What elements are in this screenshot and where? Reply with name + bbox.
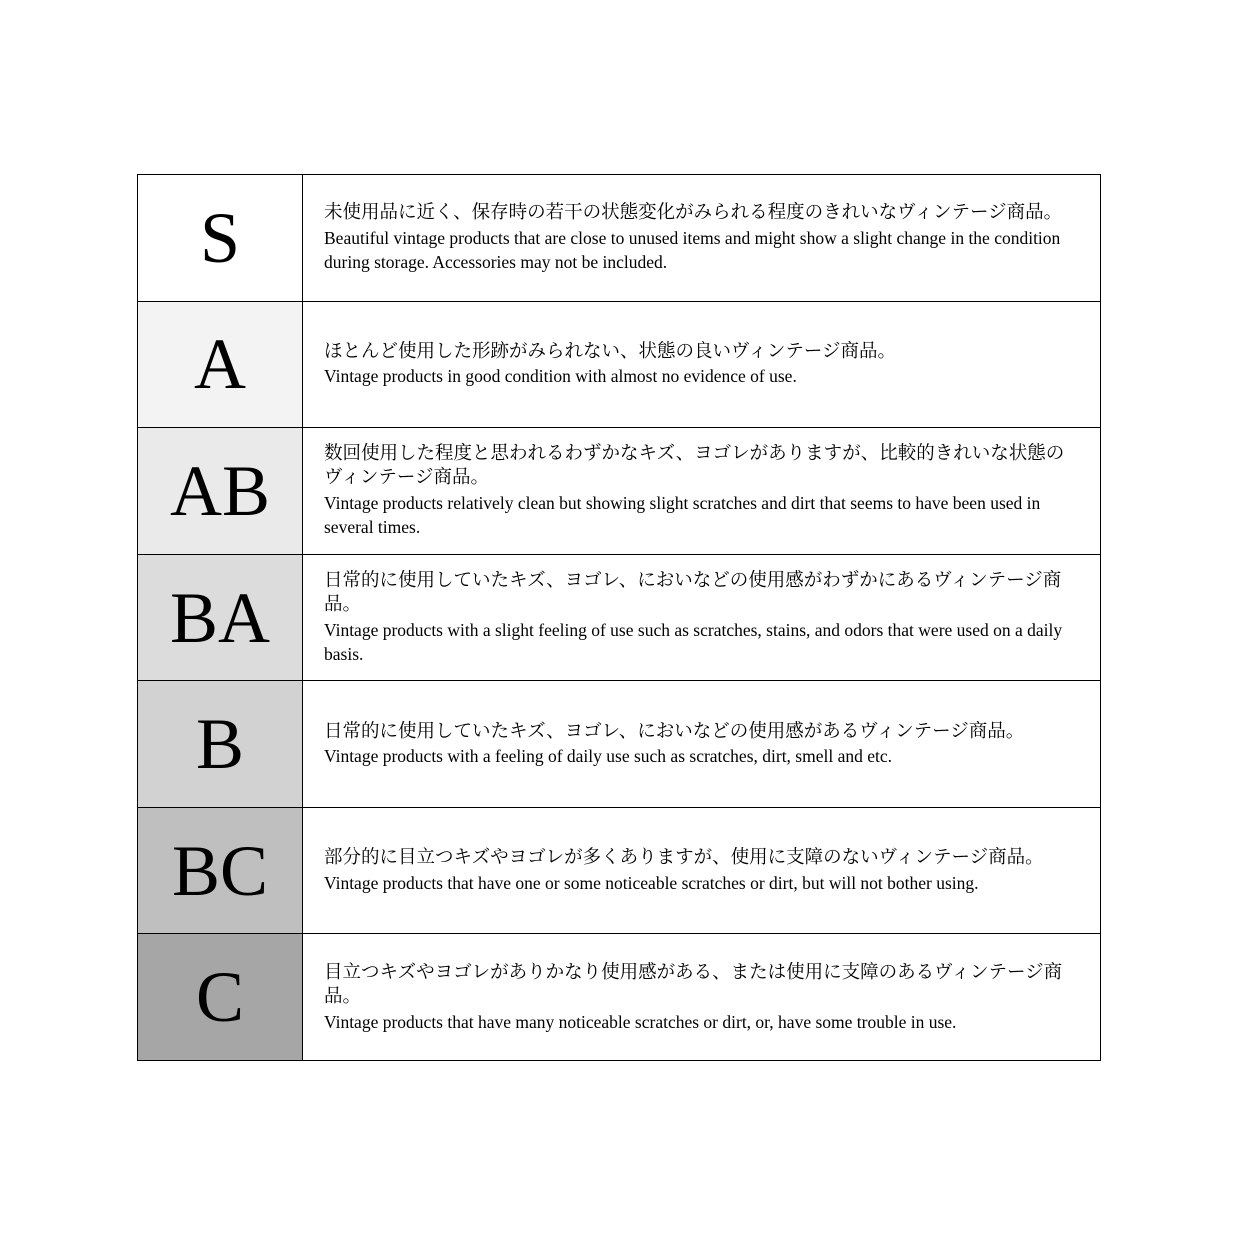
description-japanese: ほとんど使用した形跡がみられない、状態の良いヴィンテージ商品。 [324,341,897,362]
grade-cell [138,808,303,934]
table-row-b [138,681,1100,808]
description-japanese: 数回使用した程度と思われるわずかなキズ、ヨゴレがありますが、比較的きれいな状態のヴィンテージ商品。 [324,443,1065,489]
description-cell [303,808,1100,934]
description-english: Vintage products that have one or some noticeable scratches or dirt, but will not bother using. [324,872,979,893]
grade-cell [138,681,303,807]
table-row-c [138,934,1100,1060]
grade-label: BA [169,577,271,658]
description-cell [303,555,1100,681]
grade-cell [138,934,303,1060]
grade-table [137,174,1101,1061]
grade-label: A [194,324,246,405]
grade-label: B [195,704,245,785]
description-japanese: 日常的に使用していたキズ、ヨゴレ、においなどの使用感がわずかにあるヴィンテージ商品。 [324,570,1062,616]
description-cell [303,681,1100,807]
table-row-ab [138,428,1100,555]
grade-label: S [199,197,241,278]
description-cell [303,428,1100,554]
description-japanese: 目立つキズやヨゴレがありかなり使用感がある、または使用に支障のあるヴィンテージ商品。 [324,962,1063,1007]
grade-label: BC [171,830,269,911]
description-japanese: 部分的に目立つキズやヨゴレが多くありますが、使用に支障のないヴィンテージ商品。 [324,848,1044,869]
table-row-bc [138,808,1100,935]
grade-cell [138,428,303,554]
description-japanese: 未使用品に近く、保存時の若干の状態変化がみられる程度のきれいなヴィンテージ商品。 [324,203,1063,224]
grade-cell [138,302,303,428]
description-japanese: 日常的に使用していたキズ、ヨゴレ、においなどの使用感があるヴィンテージ商品。 [324,721,1025,742]
grade-cell [138,555,303,681]
grade-cell [138,175,303,301]
description-cell [303,175,1100,301]
table-row-a [138,302,1100,429]
description-english: Vintage products in good condition with almost no evidence of use. [324,366,797,387]
table-row-ba [138,555,1100,682]
grade-label: C [195,957,245,1038]
description-cell [303,934,1100,1060]
table-row-s [138,175,1100,302]
description-english: Vintage products relatively clean but showing slight scratches and dirt that seems to have been used in several times. [324,492,1041,538]
description-english: Beautiful vintage products that are close to unused items and might show a slight change in the condition during storage. Accessories may not be included. [324,227,1061,273]
description-english: Vintage products with a feeling of daily use such as scratches, dirt, smell and etc. [324,746,893,767]
grade-label: AB [169,450,271,531]
description-cell [303,302,1100,428]
description-english: Vintage products that have many noticeable scratches or dirt, or, have some trouble in use. [324,1011,957,1032]
description-english: Vintage products with a slight feeling of use such as scratches, stains, and odors that were used on a daily basis. [324,619,1063,665]
